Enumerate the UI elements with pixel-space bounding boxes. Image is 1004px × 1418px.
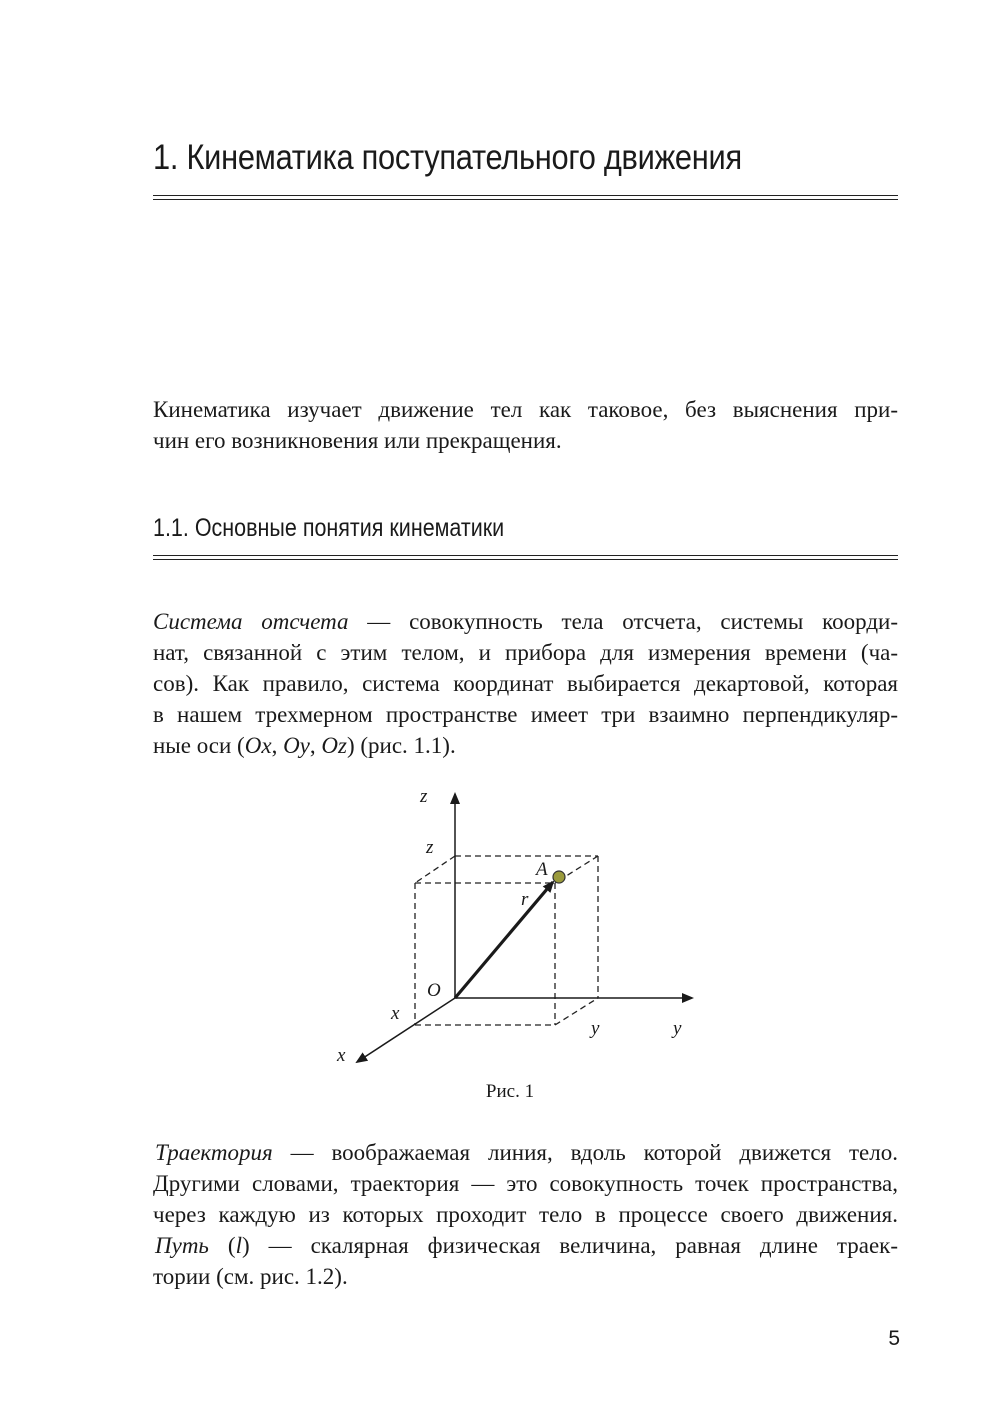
- origin-label: O: [427, 980, 441, 1001]
- coordinate-diagram: [320, 780, 720, 1080]
- x-coordinate-label: x: [391, 1003, 400, 1024]
- paragraph-line: через каждую из которых проходит тело в процессе своего движения.: [153, 1202, 898, 1227]
- paragraph-line: нат, связанной с этим телом, и прибора для измерения времени (ча-: [153, 640, 898, 665]
- term-trajectory: Траектория: [155, 1140, 273, 1165]
- text-fragment: ,: [309, 733, 322, 758]
- axis-oz: Oz: [321, 733, 347, 758]
- box-edge: [415, 856, 455, 883]
- text-fragment: ные оси (: [153, 733, 245, 758]
- page-number: 5: [888, 1327, 900, 1350]
- z-coordinate-label: z: [426, 837, 434, 858]
- y-axis-label: y: [673, 1018, 682, 1039]
- dashed-box: [415, 856, 598, 1025]
- paragraph-line: в нашем трехмерном пространстве имеет три взаимно перпендикуляр-: [153, 702, 898, 727]
- paragraph-line: [153, 730, 898, 761]
- trajectory-paragraph: [153, 1137, 898, 1230]
- y-coordinate-label: y: [591, 1018, 600, 1039]
- paragraph-line: [153, 1137, 898, 1168]
- text-fragment: (: [208, 1233, 236, 1258]
- x-axis-line: [357, 998, 455, 1062]
- text-fragment: ) (рис. 1.1).: [346, 733, 456, 758]
- path-paragraph: [153, 1230, 898, 1292]
- section-title: 1.1. Основные понятия кинематики: [153, 514, 505, 542]
- coordinate-system-figure: [320, 780, 720, 1080]
- definition-text: — совокупность тела отсчета, системы коорди-: [348, 609, 898, 634]
- definition-text: ) — скалярная физическая величина, равная длине траек-: [241, 1233, 898, 1258]
- text-fragment: ,: [271, 733, 284, 758]
- paragraph-line: сов). Как правило, система координат выбирается декартовой, которая: [153, 671, 898, 696]
- paragraph-line: [153, 606, 898, 637]
- section-title-rule: [153, 555, 898, 560]
- chapter-title-rule: [153, 195, 898, 200]
- term-reference-system: Система отсчета: [153, 609, 349, 634]
- vector-r-label: r⃗: [521, 889, 544, 910]
- axis-oy: Oy: [283, 733, 310, 758]
- z-axis-label: z: [420, 786, 428, 807]
- path-symbol: l: [235, 1233, 242, 1258]
- paragraph-line: тории (см. рис. 1.2).: [153, 1264, 348, 1289]
- point-a-marker: [553, 871, 565, 883]
- x-axis-label: x: [337, 1045, 346, 1066]
- chapter-title: 1. Кинематика поступательного движения: [153, 138, 742, 177]
- paragraph-line: [153, 1230, 898, 1261]
- definition-text: — воображаемая линия, вдоль которой движется тело.: [272, 1140, 898, 1165]
- intro-line: чин его возникновения или прекращения.: [153, 428, 562, 453]
- reference-system-paragraph: [153, 606, 898, 761]
- intro-paragraph: [153, 394, 898, 456]
- axis-ox: Ox: [244, 733, 272, 758]
- point-a-label: A: [536, 859, 548, 880]
- paragraph-line: Другими словами, траектория — это совокупность точек пространства,: [153, 1171, 898, 1196]
- intro-line: Кинематика изучает движение тел как таковое, без выяснения при-: [153, 397, 898, 422]
- figure-caption: Рис. 1: [485, 1081, 535, 1102]
- term-path: Путь: [155, 1233, 209, 1258]
